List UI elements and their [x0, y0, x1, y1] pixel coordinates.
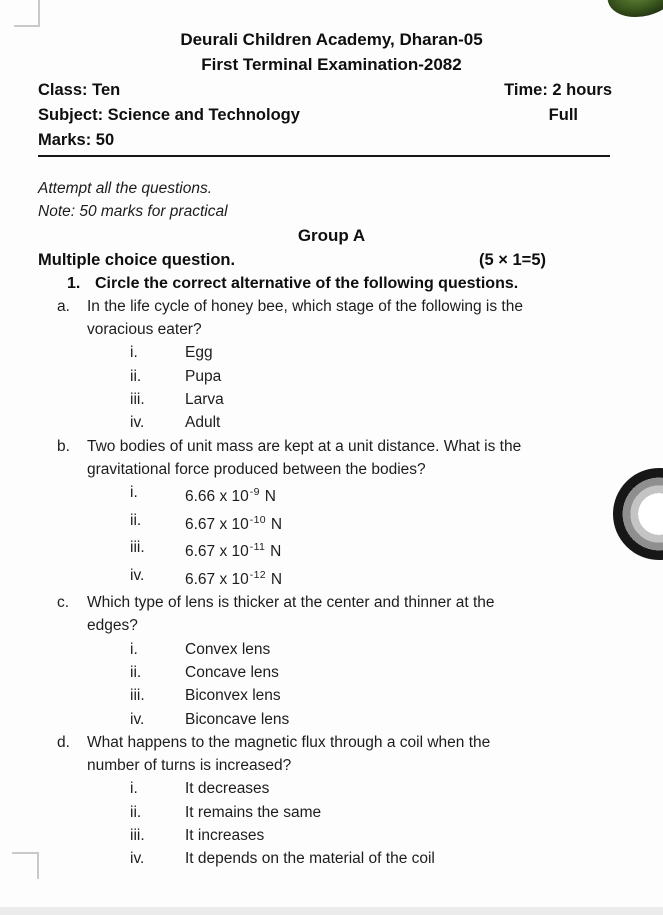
option-value — [185, 536, 281, 563]
option-unit: N — [270, 515, 283, 533]
option-row — [130, 536, 663, 563]
option-row — [130, 365, 663, 388]
option-text: Biconvex lens — [185, 687, 281, 705]
option-text: Concave lens — [185, 663, 279, 681]
question-line: number of turns is increased? — [87, 757, 292, 775]
option-row — [130, 341, 663, 364]
photo-corner-mark-bottom-left — [12, 852, 39, 879]
option-text: Pupa — [185, 367, 222, 385]
instruction-line-2: Note: 50 marks for practical — [38, 203, 228, 221]
option-text: Adult — [185, 414, 221, 432]
option-value-base: 6.67 x 10 — [185, 570, 249, 588]
option-roman: ii. — [130, 511, 142, 529]
option-text: It decreases — [185, 780, 270, 798]
option-exponent: -11 — [249, 541, 266, 554]
option-row — [130, 564, 663, 591]
option-text: Biconcave lens — [185, 710, 290, 728]
option-text: It depends on the material of the coil — [185, 850, 435, 868]
option-roman: iv. — [130, 710, 145, 728]
class-label: Class: Ten — [38, 81, 121, 99]
option-value-base: 6.67 x 10 — [185, 515, 249, 533]
option-row — [130, 824, 663, 847]
section-marks: (5 × 1=5) — [479, 250, 546, 269]
option-exponent: -9 — [249, 486, 260, 499]
option-roman: iii. — [130, 539, 145, 557]
school-title: Deurali Children Academy, Dharan-05 — [180, 30, 483, 49]
section-row — [38, 248, 546, 272]
option-roman: iii. — [130, 391, 145, 409]
option-unit: N — [270, 543, 282, 561]
option-row — [130, 411, 663, 434]
marks-label: Marks: 50 — [38, 131, 115, 149]
option-row — [130, 708, 663, 731]
exam-meta — [38, 78, 612, 153]
option-row — [130, 661, 663, 684]
question-label: b. — [57, 437, 70, 455]
question-label: d. — [57, 733, 70, 751]
option-roman: iv. — [130, 850, 145, 868]
option-text: Larva — [185, 391, 224, 409]
group-heading: Group A — [297, 225, 366, 245]
option-roman: i. — [130, 640, 138, 658]
option-roman: i. — [130, 344, 138, 362]
question-label: a. — [57, 297, 70, 315]
question-line: edges? — [87, 617, 138, 635]
option-text: Convex lens — [185, 640, 271, 658]
question-line: What happens to the magnetic flux through a coil when the — [87, 733, 491, 751]
option-value-base: 6.66 x 10 — [185, 488, 249, 506]
exam-header — [0, 0, 663, 77]
question-line: Two bodies of unit mass are kept at a unit distance. What is the — [87, 437, 522, 455]
option-roman: iii. — [130, 827, 145, 845]
option-roman: iii. — [130, 687, 145, 705]
option-text: It remains the same — [185, 803, 322, 821]
question-d — [0, 731, 663, 778]
option-row — [130, 638, 663, 661]
question-1 — [67, 272, 663, 295]
option-text: Egg — [185, 344, 213, 362]
question-line: Which type of lens is thicker at the center and thinner at the — [87, 594, 495, 612]
option-exponent: -10 — [249, 513, 266, 526]
subject-label: Subject: Science and Technology — [38, 106, 300, 124]
exam-title: First Terminal Examination-2082 — [201, 55, 462, 74]
question-b — [0, 435, 663, 482]
photo-edge-strip — [0, 907, 663, 915]
option-roman: i. — [130, 484, 138, 502]
question-line: In the life cycle of honey bee, which stage of the following is the — [87, 297, 523, 315]
option-row — [130, 801, 663, 824]
full-marks-label: Full — [548, 106, 578, 124]
option-value — [185, 564, 282, 591]
header-divider — [38, 155, 610, 157]
option-roman: i. — [130, 780, 138, 798]
option-value — [185, 509, 282, 536]
option-text: It increases — [185, 827, 265, 845]
option-row — [130, 777, 663, 800]
option-row — [130, 847, 663, 870]
option-roman: iv. — [130, 414, 145, 432]
photo-corner-mark-top-left — [14, 0, 40, 27]
option-value — [185, 481, 276, 508]
option-row — [130, 388, 663, 411]
time-label: Time: 2 hours — [504, 81, 612, 99]
option-roman: iv. — [130, 566, 145, 584]
section-title: Multiple choice question. — [38, 250, 236, 269]
question-number: 1. — [67, 274, 81, 292]
option-exponent: -12 — [249, 568, 266, 581]
option-unit: N — [270, 570, 283, 588]
question-line: gravitational force produced between the bodies? — [87, 460, 426, 478]
option-roman: ii. — [130, 803, 142, 821]
question-a — [0, 295, 663, 342]
option-roman: ii. — [130, 367, 142, 385]
option-roman: ii. — [130, 663, 142, 681]
option-row — [130, 684, 663, 707]
question-c — [0, 591, 663, 638]
instructions — [38, 177, 663, 224]
instruction-line-1: Attempt all the questions. — [38, 180, 213, 197]
question-line: voracious eater? — [87, 321, 202, 339]
question-prompt: Circle the correct alternative of the following questions. — [95, 274, 519, 292]
option-row — [130, 481, 663, 508]
option-value-base: 6.67 x 10 — [185, 543, 249, 561]
question-label: c. — [57, 594, 70, 612]
option-row — [130, 509, 663, 536]
option-unit: N — [264, 488, 276, 506]
